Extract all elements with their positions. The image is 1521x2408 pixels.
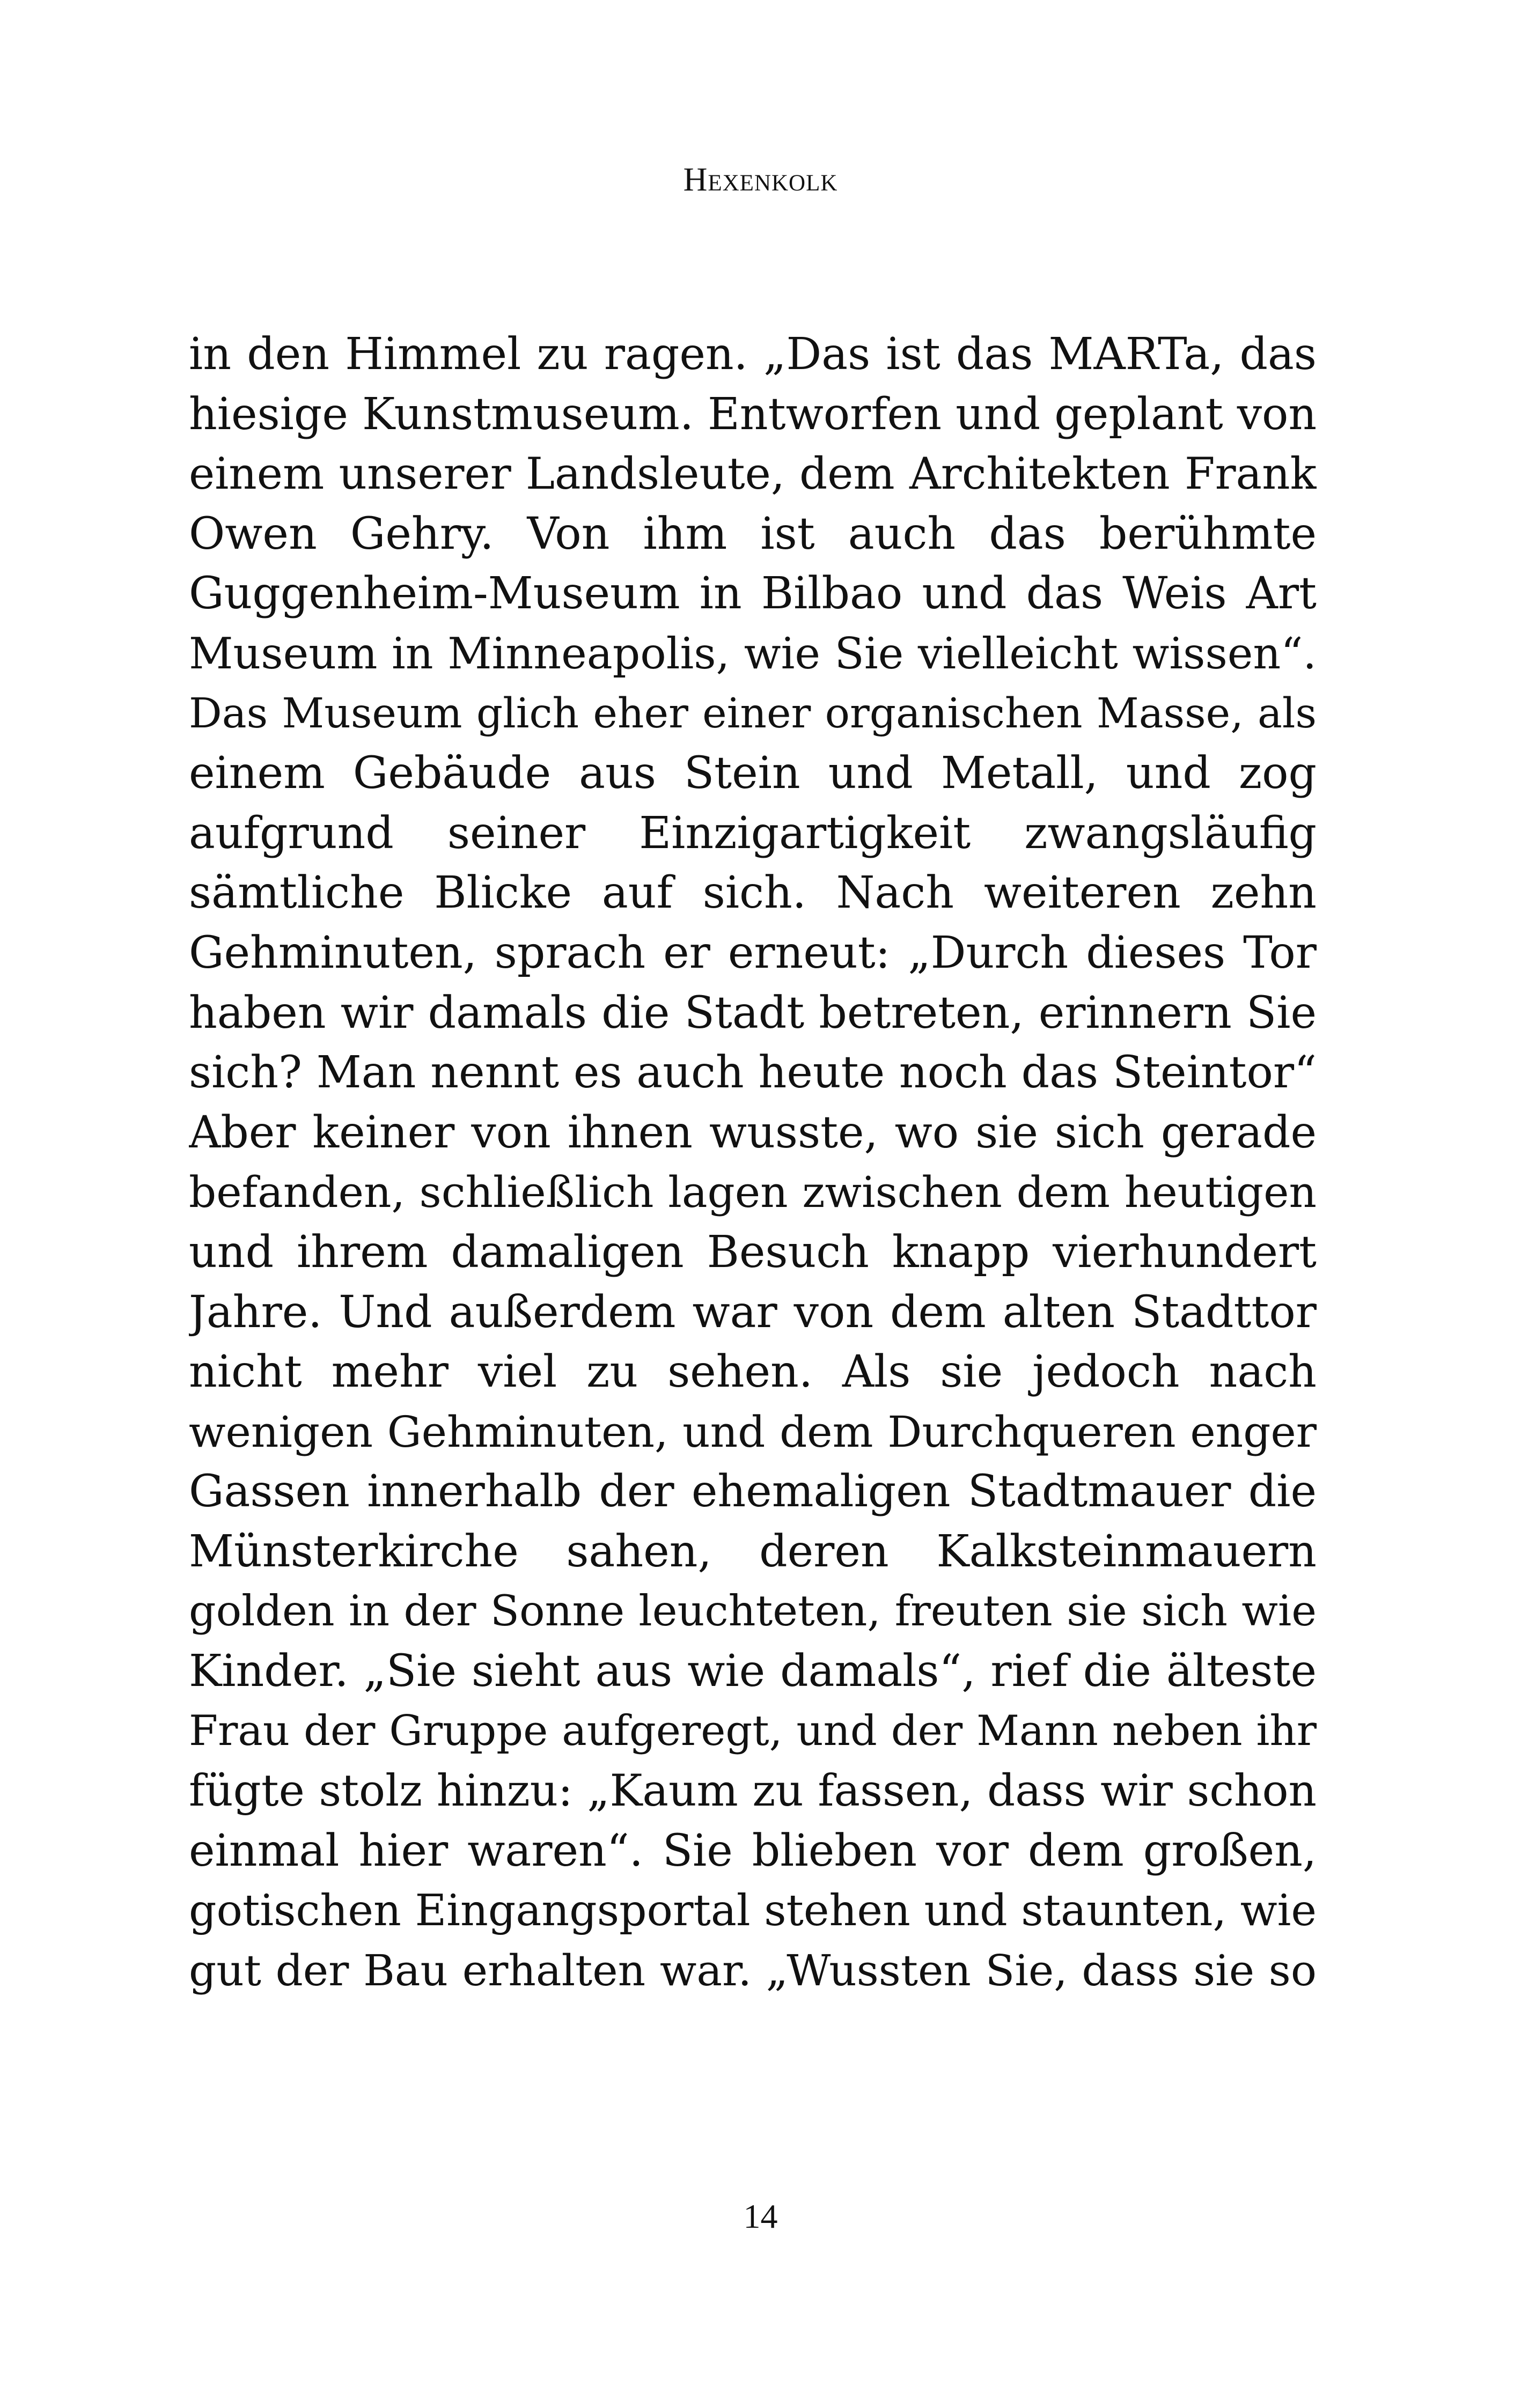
text-line: hiesige Kunstmuseum. Entworfen und geplant von — [189, 388, 1317, 440]
text-line: Frau der Gruppe aufgeregt, und der Mann neben ihr — [189, 1706, 1317, 1755]
text-line: haben wir damals die Stadt betreten, erinnern Sie — [189, 987, 1317, 1039]
text-line: gut der Bau erhalten war. „Wussten Sie, dass sie so — [189, 1946, 1317, 1996]
text-line: fügte stolz hinzu: „Kaum zu fassen, dass wir schon — [189, 1765, 1317, 1817]
text-line: sich? Man nennt es auch heute noch das Steintor“ — [189, 1047, 1317, 1099]
page-number: 14 — [743, 2197, 778, 2235]
text-line: golden in der Sonne leuchteten, freuten sie sich wie — [189, 1586, 1317, 1636]
body-text — [189, 325, 1317, 2001]
text-line: nicht mehr viel zu sehen. Als sie jedoch nach — [189, 1346, 1317, 1398]
text-line: in den Himmel zu ragen. „Das ist das MARTa, das — [189, 329, 1317, 380]
text-line: wenigen Gehminuten, und dem Durchqueren enger — [189, 1406, 1317, 1457]
text-line: gotischen Eingangsportal stehen und staunten, wie — [189, 1885, 1317, 1936]
running-head-title: Hexenkolk — [683, 161, 838, 198]
text-line: Gassen innerhalb der ehemaligen Stadtmauer die — [189, 1466, 1317, 1518]
text-line: Museum in Minneapolis, wie Sie vielleicht wissen“. — [189, 628, 1317, 679]
text-line: sämtliche Blicke auf sich. Nach weiteren zehn — [189, 867, 1317, 919]
text-line: Jahre. Und außerdem war von dem alten Stadttor — [189, 1286, 1317, 1338]
text-line: befanden, schließlich lagen zwischen dem heutigen — [189, 1167, 1317, 1218]
text-line: Münsterkirche sahen, deren Kalksteinmauern — [189, 1526, 1317, 1577]
text-line: aufgrund seiner Einzigartigkeit zwangsläufig — [189, 807, 1317, 859]
text-line: einem unserer Landsleute, dem Architekten Frank — [189, 448, 1317, 500]
text-line: Gehminuten, sprach er erneut: „Durch dieses Tor — [189, 927, 1317, 978]
text-line: Aber keiner von ihnen wusste, wo sie sich gerade — [189, 1107, 1317, 1158]
text-line: Owen Gehry. Von ihm ist auch das berühmte — [189, 508, 1317, 559]
text-line: Das Museum glich eher einer organischen Masse, als — [189, 689, 1317, 738]
text-line: Guggenheim-Museum in Bilbao und das Weis Art — [189, 568, 1317, 620]
text-line: Kinder. „Sie sieht aus wie damals“, rief die älteste — [189, 1646, 1317, 1697]
text-line: einem Gebäude aus Stein und Metall, und zog — [189, 748, 1317, 799]
text-line: einmal hier waren“. Sie blieben vor dem großen, — [189, 1825, 1317, 1876]
text-line: und ihrem damaligen Besuch knapp vierhundert — [189, 1226, 1317, 1278]
